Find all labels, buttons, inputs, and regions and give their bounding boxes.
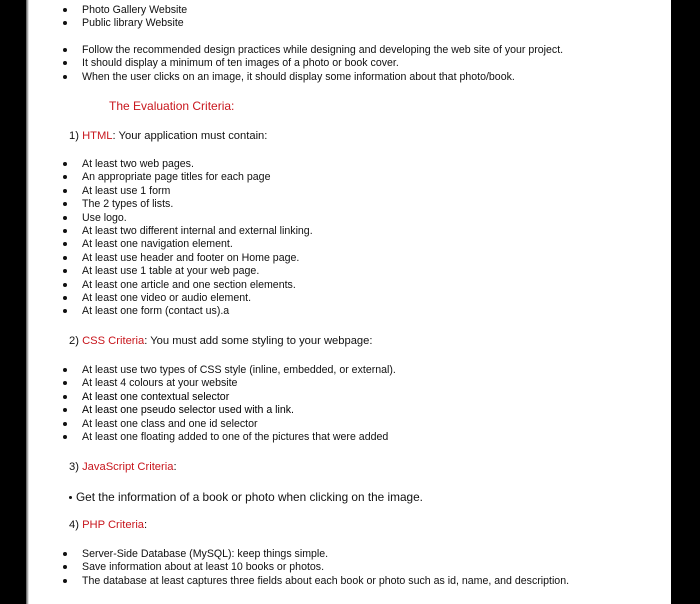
list-item: When the user clicks on an image, it should display some information about that photo/book.: [26, 71, 563, 84]
bullet-icon: [63, 21, 67, 25]
list-item: At least one class and one id selector: [26, 418, 396, 431]
bullet-icon: [63, 579, 67, 583]
list-item: Public library Website: [26, 17, 187, 30]
css-section-heading: 2) CSS Criteria: You must add some styling to your webpage:: [69, 335, 373, 347]
js-section-heading: 3) JavaScript Criteria:: [69, 461, 177, 473]
list-item: At least use 1 table at your web page.: [26, 265, 313, 278]
list-item: At least one form (contact us).a: [26, 305, 313, 318]
bullet-icon: [63, 269, 67, 273]
bullet-icon: [63, 216, 67, 220]
bullet-icon: [63, 552, 67, 556]
bullet-icon: [63, 395, 67, 399]
list-item: At least two different internal and external linking.: [26, 225, 313, 238]
bullet-icon: [63, 368, 67, 372]
list-item: At least use 1 form: [26, 185, 313, 198]
bullet-icon: [69, 496, 72, 499]
bullet-icon: [63, 422, 67, 426]
css-label: CSS Criteria: [82, 335, 145, 347]
document-page: [26, 0, 671, 604]
bullet-icon: [63, 202, 67, 206]
bullet-icon: [63, 435, 67, 439]
list-item: The 2 types of lists.: [26, 198, 313, 211]
practices-list: [26, 44, 563, 84]
list-item: Follow the recommended design practices while designing and developing the web site of your project.: [26, 44, 563, 57]
bullet-icon: [63, 256, 67, 260]
bullet-icon: [63, 8, 67, 12]
js-criteria-item: Get the information of a book or photo when clicking on the image.: [69, 490, 423, 504]
bullet-icon: [63, 162, 67, 166]
php-section-heading: 4) PHP Criteria:: [69, 519, 148, 531]
html-section-heading: 1) HTML: Your application must contain:: [69, 130, 268, 142]
bullet-icon: [63, 408, 67, 412]
bullet-icon: [63, 229, 67, 233]
bullet-icon: [63, 381, 67, 385]
js-label: JavaScript Criteria: [82, 461, 174, 473]
list-item: At least use two types of CSS style (inline, embedded, or external).: [26, 364, 396, 377]
website-type-list: [26, 4, 187, 31]
list-item: At least one floating added to one of the pictures that were added: [26, 431, 396, 444]
list-item: Server-Side Database (MySQL): keep things simple.: [26, 548, 569, 561]
bullet-icon: [63, 296, 67, 300]
bullet-icon: [63, 242, 67, 246]
list-item: Use logo.: [26, 212, 313, 225]
evaluation-title: The Evaluation Criteria:: [109, 99, 235, 113]
bullet-icon: [63, 48, 67, 52]
php-criteria-list: [26, 548, 569, 588]
list-item: Photo Gallery Website: [26, 4, 187, 17]
bullet-icon: [63, 309, 67, 313]
list-item: It should display a minimum of ten images of a photo or book cover.: [26, 57, 563, 70]
list-item: At least two web pages.: [26, 158, 313, 171]
php-label: PHP Criteria: [82, 519, 145, 531]
bullet-icon: [63, 283, 67, 287]
list-item: At least 4 colours at your website: [26, 377, 396, 390]
list-item: Save information about at least 10 books or photos.: [26, 561, 569, 574]
html-label: HTML: [82, 130, 113, 142]
bullet-icon: [63, 61, 67, 65]
list-item: At least one article and one section elements.: [26, 279, 313, 292]
bullet-icon: [63, 75, 67, 79]
bullet-icon: [63, 175, 67, 179]
html-criteria-list: [26, 158, 313, 319]
list-item: At least one navigation element.: [26, 238, 313, 251]
list-item: At least one contextual selector: [26, 391, 396, 404]
css-criteria-list: [26, 364, 396, 444]
list-item: At least one pseudo selector used with a link.: [26, 404, 396, 417]
bullet-icon: [63, 565, 67, 569]
list-item: An appropriate page titles for each page: [26, 171, 313, 184]
list-item: At least use header and footer on Home page.: [26, 252, 313, 265]
bullet-icon: [63, 189, 67, 193]
list-item: At least one video or audio element.: [26, 292, 313, 305]
list-item: The database at least captures three fields about each book or photo such as id, name, and description.: [26, 575, 569, 588]
